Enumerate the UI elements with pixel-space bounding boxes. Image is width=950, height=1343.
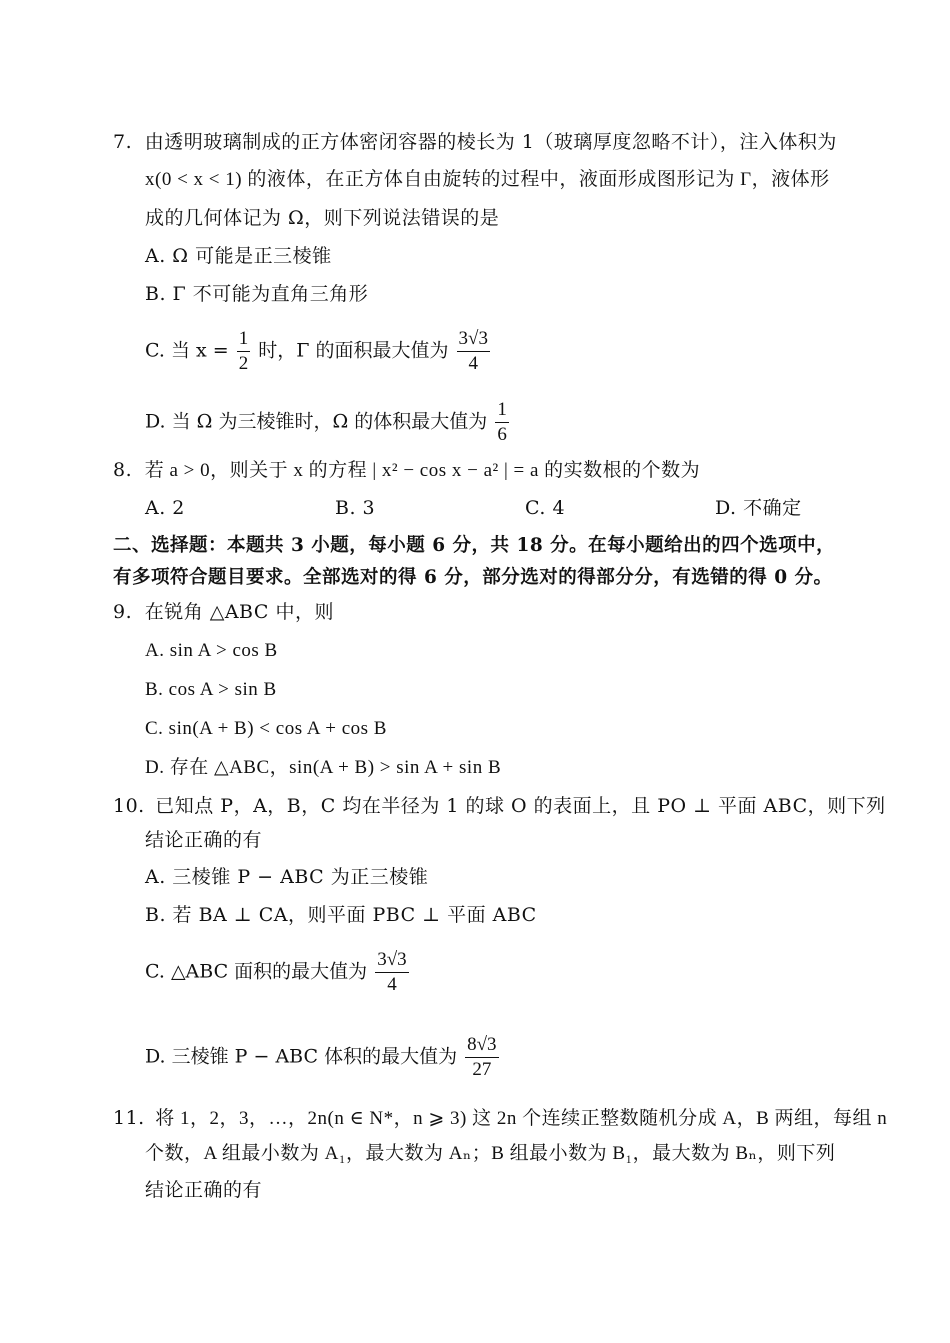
q9-option-d: D. 存在 △ABC，sin(A + B) > sin A + sin B (145, 757, 502, 778)
q10-option-d-fraction (465, 1033, 498, 1082)
q9-number: 9. (113, 601, 133, 623)
q11-text-line1: 将 1，2，3，…，2n(n ∈ N*，n ⩾ 3) 这 2n 个连续正整数随机分成 A，B 两组，每组 n (155, 1108, 888, 1129)
q10-option-c-fraction-denominator: 4 (387, 974, 397, 995)
q8-option-a: A. 2 (145, 497, 185, 519)
q9-option-c: C. sin(A + B) < cos A + cos B (145, 718, 387, 739)
q9-stem: 在锐角 △ABC 中，则 (144, 601, 334, 623)
q9-option-a: A. sin A > cos B (145, 640, 278, 661)
q11-number: 11. (113, 1107, 145, 1129)
q10-option-d-fraction-numerator: 8√3 (465, 1033, 498, 1058)
q10-option-b: B. 若 BA ⊥ CA，则平面 PBC ⊥ 平面 ABC (145, 904, 537, 926)
q8-number: 8. (113, 459, 133, 481)
q7-option-c-fraction-area-numerator: 3√3 (457, 327, 490, 352)
q7-line1 (113, 128, 837, 156)
q8-option-d: D. 不确定 (715, 497, 802, 519)
q7-option-d (145, 398, 511, 447)
q10-option-d-fraction-denominator: 27 (472, 1059, 492, 1080)
q8-option-b: B. 3 (335, 497, 376, 519)
q10-option-c-fraction (375, 948, 408, 997)
q10-option-a: A. 三棱锥 P − ABC 为正三棱锥 (145, 866, 429, 888)
q8-option-c: C. 4 (525, 497, 566, 519)
q7-option-c-fraction-area-denominator: 4 (468, 353, 478, 374)
q7-option-b: B. Γ 不可能为直角三角形 (145, 283, 369, 305)
q11-stem-line1 (113, 1104, 887, 1133)
q9-stem-line (113, 598, 334, 626)
q7-option-c-fraction-x-numerator: 1 (237, 327, 251, 352)
q7-number: 7. (113, 131, 133, 153)
q7-option-d-fraction-denominator: 6 (497, 424, 507, 445)
q10-option-c-fraction-numerator: 3√3 (375, 948, 408, 973)
q7-text-line2: x(0 < x < 1) 的液体，在正方体自由旋转的过程中，液面形成图形记为 Γ，液体形 (145, 169, 830, 190)
q11-text-line2: 个数，A 组最小数为 A₁，最大数为 Aₙ；B 组最小数为 B₁，最大数为 Bₙ，则下列 (145, 1143, 836, 1164)
q10-option-d (145, 1033, 501, 1082)
section2-instructions-line2: 有多项符合题目要求。全部选对的得 6 分，部分选对的得部分分，有选错的得 0 分。 (113, 567, 833, 588)
q8-stem-line (113, 456, 700, 485)
q10-text-line2: 结论正确的有 (145, 829, 263, 851)
q7-option-c-middle: 时，Γ 的面积最大值为 (258, 339, 449, 362)
q7-option-c-fraction-x-denominator: 2 (238, 353, 249, 374)
q7-text-line3: 成的几何体记为 Ω，则下列说法错误的是 (145, 207, 500, 229)
q9-option-b: B. cos A > sin B (145, 679, 277, 700)
q7-text-line1: 由透明玻璃制成的正方体密闭容器的棱长为 1（玻璃厚度忽略不计），注入体积为 (144, 131, 837, 153)
q10-text-line1: 已知点 P，A，B，C 均在半径为 1 的球 O 的表面上，且 PO ⊥ 平面 ABC，则下列 (155, 795, 886, 817)
q10-option-c-prefix: C. △ABC 面积的最大值为 (145, 960, 368, 983)
q11-text-line3: 结论正确的有 (145, 1179, 263, 1201)
q7-option-a: A. Ω 可能是正三棱锥 (145, 245, 332, 267)
section2-instructions-line1: 二、选择题：本题共 3 小题，每小题 6 分，共 18 分。在每小题给出的四个选项中， (113, 535, 836, 556)
q7-option-d-fraction-numerator: 1 (495, 398, 509, 423)
q10-option-d-prefix: D. 三棱锥 P − ABC 体积的最大值为 (145, 1045, 458, 1068)
q7-option-c-fraction-area (457, 327, 490, 376)
q10-number: 10. (113, 795, 145, 817)
q7-option-d-prefix: D. 当 Ω 为三棱锥时，Ω 的体积最大值为 (145, 410, 488, 433)
q7-option-c (145, 327, 492, 376)
q7-option-c-fraction-x (237, 327, 251, 376)
q10-stem-line1 (113, 792, 886, 820)
q10-option-c (145, 948, 411, 997)
q7-option-d-fraction (495, 398, 509, 447)
q7-option-c-prefix: C. 当 x = (145, 339, 229, 362)
q8-stem: 若 a > 0，则关于 x 的方程 | x² − cos x − a² | = a 的实数根的个数为 (144, 460, 701, 481)
